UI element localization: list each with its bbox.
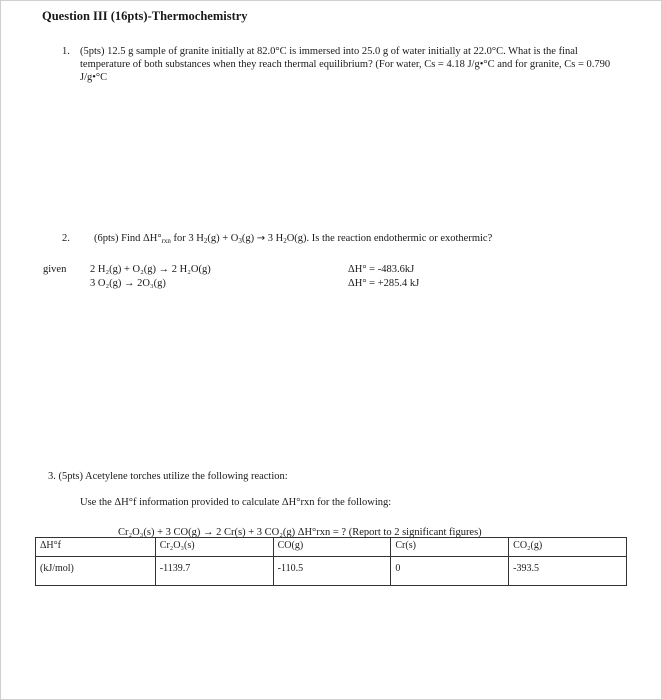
- given-reaction-1: 2 H₂(g) + O₂(g) → 2 H₂O(g): [90, 264, 211, 275]
- q2-number: 2.: [62, 233, 70, 244]
- q2-prompt-start: (6pts) Find ΔH°: [94, 233, 162, 244]
- q2-prompt-end: . Is the reaction endothermic or exothermic?: [306, 233, 493, 244]
- q3-reaction: Cr₂O₃(s) + 3 CO(g) → 2 Cr(s) + 3 CO₂(g) ΔH°rxn = ? (Report to 2 significant figures): [118, 527, 482, 538]
- table-cell: 0: [391, 557, 509, 586]
- table-header-cell: Cr(s): [391, 538, 509, 557]
- q2-prompt: 2. (6pts) Find $\Delta H^\circ_{rxn}$ for 3 $H_2(g) + O_3(g) \to 3$ $H_2O(g)$. Is the reaction endothermic or exothermic?: [62, 233, 493, 245]
- table-row: [36, 557, 627, 586]
- table-cell: -1139.7: [155, 557, 273, 586]
- given-reaction-2: 3 O₂(g) → 2O₃(g): [90, 278, 166, 289]
- table-header-cell: Cr₂O₃(s): [155, 538, 273, 557]
- q3-instruction: Use the ΔH°f information provided to calculate ΔH°rxn for the following:: [80, 497, 392, 508]
- table-cell: -110.5: [273, 557, 391, 586]
- given-enthalpy-1: ΔH° = -483.6kJ: [348, 264, 415, 275]
- section-title: Question III (16pts)-Thermochemistry: [42, 9, 248, 23]
- table-header-cell: ΔH°f: [36, 538, 156, 557]
- given-label: given: [43, 264, 67, 275]
- table-header-row: [36, 538, 627, 557]
- given-enthalpy-2: ΔH° = +285.4 kJ: [348, 278, 420, 289]
- table-cell: -393.5: [509, 557, 627, 586]
- q1-number: 1.: [62, 46, 70, 57]
- table-header-cell: CO₂(g): [509, 538, 627, 557]
- enthalpy-table: [35, 537, 627, 586]
- q1-text: (5pts) 12.5 g sample of granite initially at 82.0°C is immersed into 25.0 g of water initially at 22.0°C. What is the final temperature of both substances when they reach thermal equilibrium? (For water, Cs = 4.18 J/g•°C and for granite, Cs = 0.790 J/g•°C: [80, 46, 611, 84]
- table-cell: (kJ/mol): [36, 557, 156, 586]
- q3-heading: 3. (5pts) Acetylene torches utilize the following reaction:: [48, 471, 288, 482]
- q2-prompt-sub: rxn: [161, 237, 171, 245]
- q2-prompt-mid: for 3 H: [170, 233, 204, 244]
- table-header-cell: CO(g): [273, 538, 391, 557]
